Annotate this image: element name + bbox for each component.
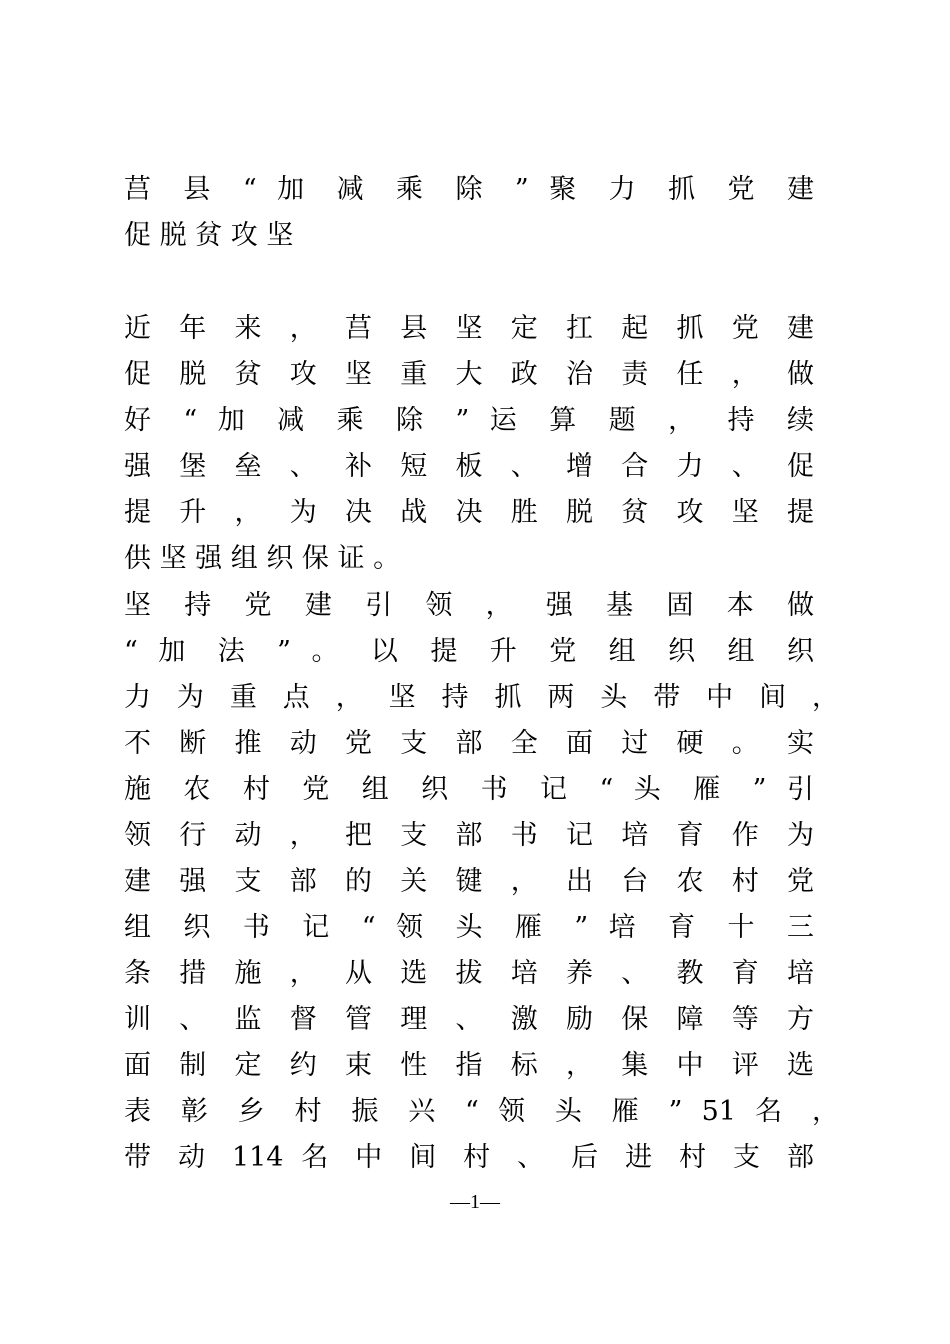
title-line-2: 促 脱 贫 攻 坚 [124, 220, 294, 251]
paragraph1-line-5: 提 升 ， 为 决 战 决 胜 脱 贫 攻 坚 提 [124, 497, 814, 528]
paragraph1-line-4: 强 堡 垒 、 补 短 板 、 增 合 力 、 促 [124, 451, 814, 482]
paragraph2-line-9: 条 措 施 ， 从 选 拔 培 养 、 教 育 培 [124, 958, 814, 989]
paragraph2-line-7: 建 强 支 部 的 关 键 ， 出 台 农 村 党 [124, 866, 814, 897]
paragraph2-line-12: 表 彰 乡 村 振 兴 “ 领 头 雁 ” 51 名 ， [124, 1096, 839, 1127]
paragraph1-line-6: 供 坚 强 组 织 保 证 。 [124, 543, 401, 574]
paragraph2-line-2: “ 加 法 ” 。 以 提 升 党 组 织 组 织 [124, 636, 814, 667]
paragraph2-line-3: 力 为 重 点 ， 坚 持 抓 两 头 带 中 间 ， [124, 682, 839, 713]
paragraph2-line-11: 面 制 定 约 束 性 指 标 ， 集 中 评 选 [124, 1050, 814, 1081]
paragraph1-line-3: 好 “ 加 减 乘 除 ” 运 算 题 ， 持 续 [124, 405, 814, 436]
paragraph2-line-5: 施 农 村 党 组 织 书 记 “ 头 雁 ” 引 [124, 774, 814, 805]
paragraph2-line-8: 组 织 书 记 “ 领 头 雁 ” 培 育 十 三 [124, 912, 814, 943]
title-line-1: 莒 县 “ 加 减 乘 除 ” 聚 力 抓 党 建 [124, 174, 814, 205]
paragraph2-line-4: 不 断 推 动 党 支 部 全 面 过 硬 。 实 [124, 728, 814, 759]
paragraph2-line-13: 带 动 114 名 中 间 村 、 后 进 村 支 部 [124, 1142, 814, 1173]
paragraph2-line-1: 坚 持 党 建 引 领 ， 强 基 固 本 做 [124, 590, 814, 621]
page-number: —1— [450, 1191, 500, 1213]
paragraph1-line-1: 近 年 来 ， 莒 县 坚 定 扛 起 抓 党 建 [124, 313, 814, 344]
paragraph2-line-10: 训 、 监 督 管 理 、 激 励 保 障 等 方 [124, 1004, 814, 1035]
paragraph2-line-6: 领 行 动 ， 把 支 部 书 记 培 育 作 为 [124, 820, 814, 851]
paragraph1-line-2: 促 脱 贫 攻 坚 重 大 政 治 责 任 ， 做 [124, 359, 814, 390]
